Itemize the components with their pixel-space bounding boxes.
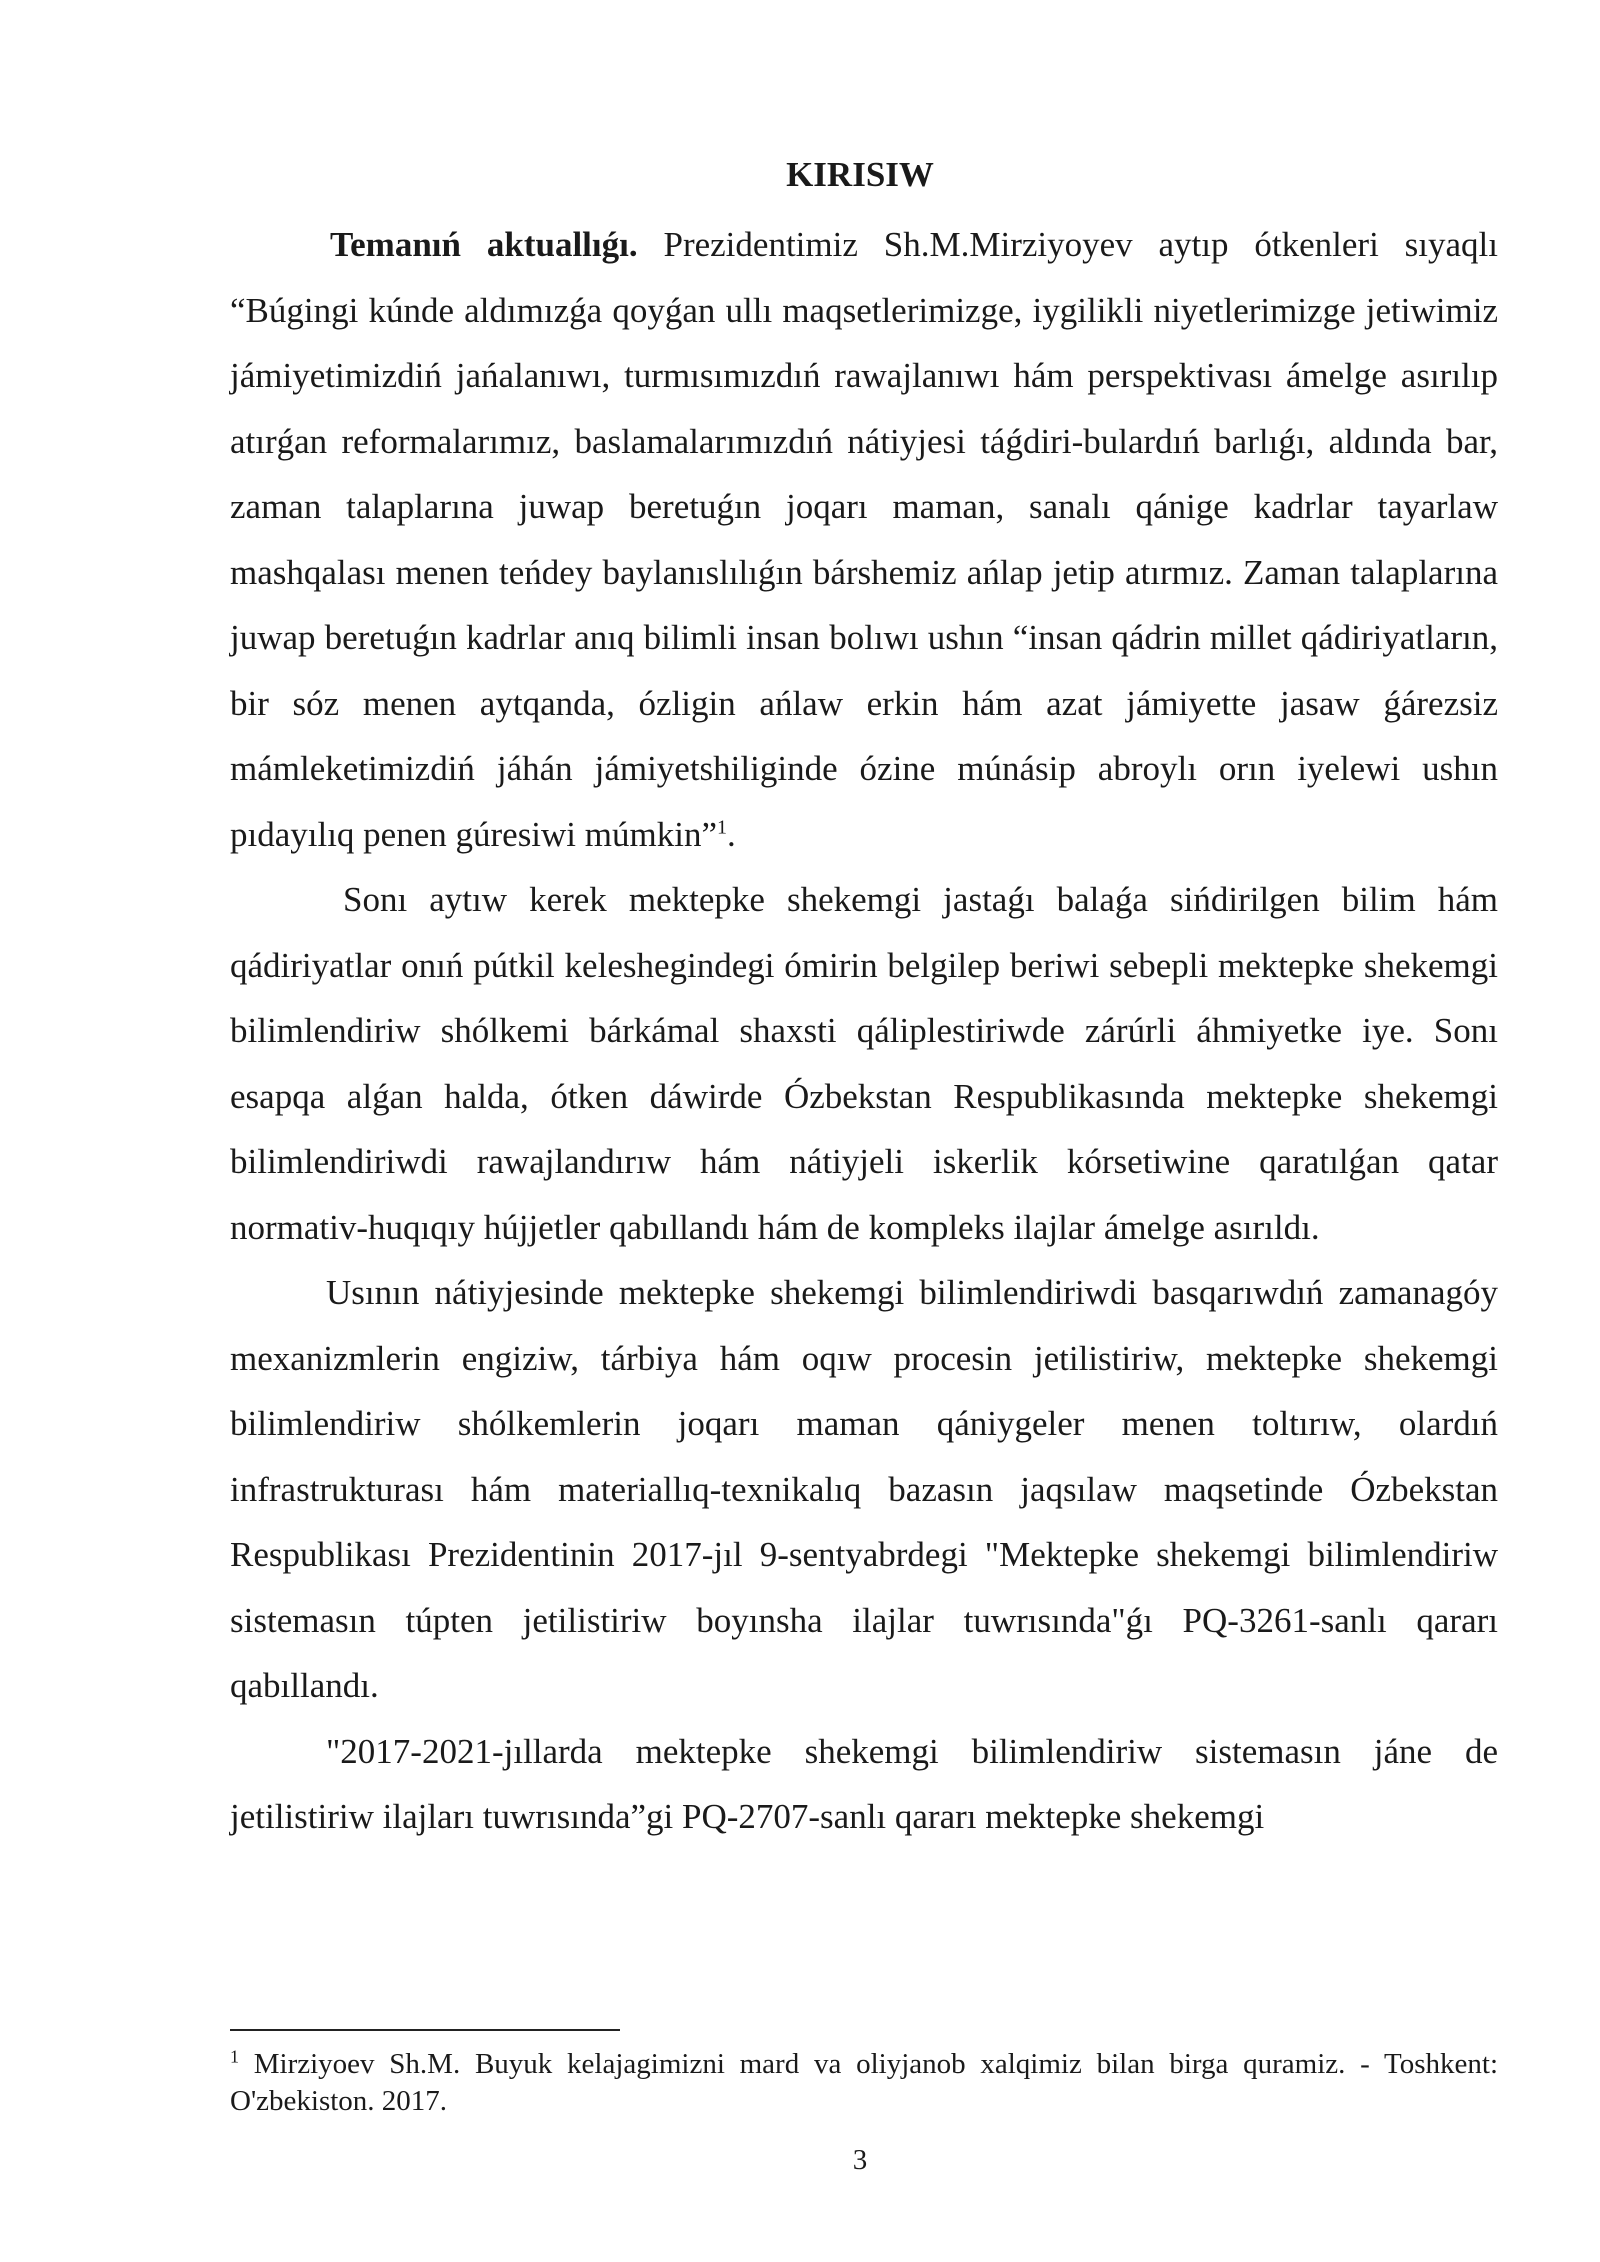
section-heading: KIRISIW <box>786 155 934 194</box>
paragraph-2: Sonı aytıw kerek mektepke shekemgi jastaǵı balaǵa sińdirilgen bilim hám qádiriyatlar onıń pútkil keleshegindegi ómirin belgilep beriwi sebepli mektepke shekemgi bilimlendiriw shólkemi bárkámal shaxsti qáliplestiriwde zárúrli áhmiyetke iye. Sonı esapqa alǵan halda, ótken dáwirde Ózbekstan Respublikasında mektepke shekemgi bilimlendiriwdi rawajlandırıw hám nátiyjeli iskerlik kórsetiwine qaratılǵan qatar normativ-huqıqıy hújjetler qabıllandı hám de kompleks ilajlar ámelge asırıldı. <box>230 880 1498 1247</box>
paragraph-1 <box>230 212 1498 867</box>
paragraph-3: Usının nátiyjesinde mektepke shekemgi bilimlendiriwdi basqarıwdıń zamanagóy mexanizmlerin engiziw, tárbiya hám oqıw procesin jetilistiriw, mektepke shekemgi bilimlendiriw shólkemlerin joqarı maman qániygeler menen toltırıw, olardıń infrastrukturası hám materiallıq-texnikalıq bazasın jaqsılaw maqsetinde Ózbekstan Respublikası Prezidentinin 2017-jıl 9-sentyabrdegi "Mektepke shekemgi bilimlendiriw sistemasın túpten jetilistiriw boyınsha ilajlar tuwrısında"ǵı PQ-3261-sanlı qararı qabıllandı. <box>230 1273 1498 1705</box>
paragraph-lead: Temanıń aktuallıǵı. <box>330 225 638 264</box>
paragraph-text: Prezidentimiz Sh.M.Mirziyoyev aytıp ótkenleri sıyaqlı “Búgingi kúnde aldımızǵa qoyǵan ullı maqsetlerimizge, iygilikli niyetlerimizge jetiwimiz jámiyetimizdiń jańalanıwı, turmısımızdıń rawajlanıwı hám perspektivası ámelge asırılıp atırǵan reformalarımız, baslamalarımızdıń nátiyjesi táǵdiri-bulardıń barlıǵı, aldında bar, zaman talaplarına juwap beretuǵın joqarı maman, sanalı qánige kadrlar tayarlaw mashqalası menen teńdey baylanıslılıǵın bárshemiz ańlap jetip atırmız. Zaman talaplarına juwap beretuǵın kadrlar anıq bilimli insan bolıwı ushın “insan qádrin millet qádiriyatların, bir sóz menen aytqanda, ózligin ańlaw erkin hám azat jámiyette jasaw ǵárezsiz mámleketimizdiń jáhán jámiyetshiliginde ózine múnásip abroylı orın iyelewi ushın pıdayılıq penen gúresiwi múmkin” <box>230 225 1499 854</box>
page-number: 3 <box>852 2144 868 2176</box>
body-text <box>230 212 1498 1850</box>
footnote-number: 1 <box>230 2046 239 2067</box>
footnote <box>230 2046 1498 2120</box>
footnote-text: Mirziyoev Sh.M. Buyuk kelajagimizni mard va oliyjanob xalqimiz bilan birga quramiz. - Toshkent: O'zbekiston. 2017. <box>230 2048 1498 2117</box>
footnote-separator <box>230 2029 620 2031</box>
footnote-reference[interactable]: 1 <box>717 815 727 838</box>
paragraph-4: "2017-2021-jıllarda mektepke shekemgi bilimlendiriw sistemasın jáne de jetilistiriw ilajları tuwrısında”gi PQ-2707-sanlı qararı mektepke shekemgi <box>230 1731 1498 1836</box>
paragraph-tail: . <box>727 814 736 854</box>
